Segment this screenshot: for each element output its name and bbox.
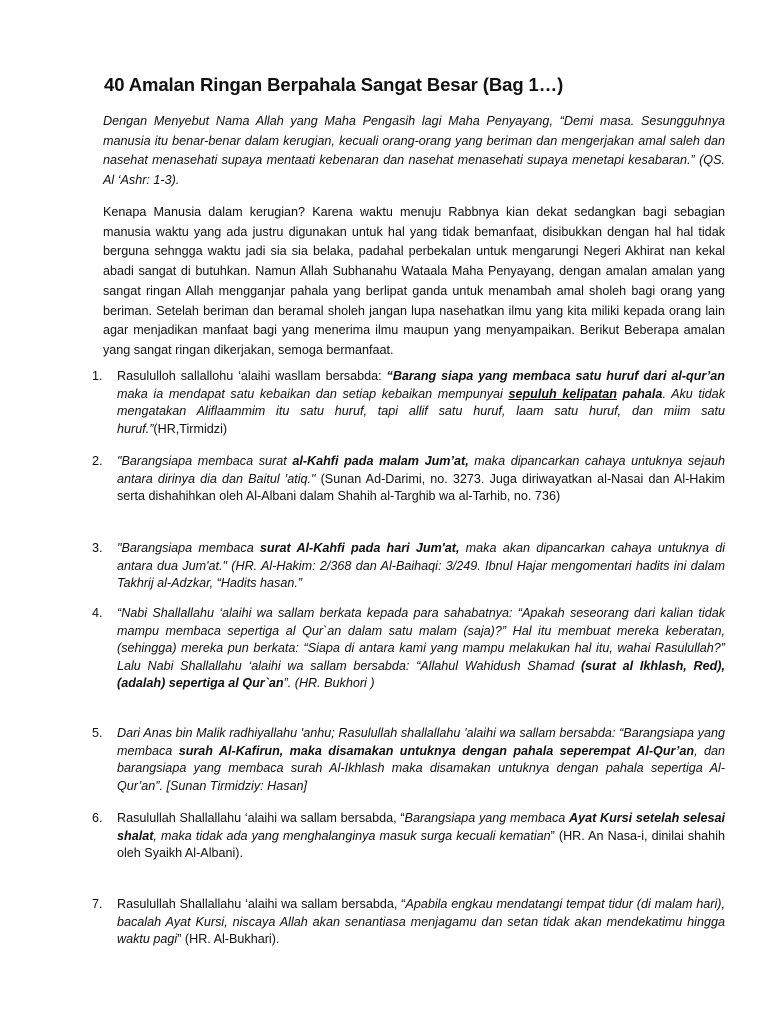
text-segment: Rasulullah Shallallahu ‘alaihi wa sallam bersabda, “ bbox=[117, 811, 405, 825]
list-item bbox=[92, 540, 725, 593]
text-segment-underlined: sepuluh kelipatan bbox=[508, 386, 617, 401]
list-item bbox=[92, 605, 725, 693]
text-segment: maka dipancarkan cahaya untuknya sejauh antara dirinya dia dan Baitul 'atiq." bbox=[117, 454, 725, 486]
text-segment-emphasis: surah Al-Kafirun, maka disamakan untuknya dengan pahala seperempat Al-Qur’an bbox=[178, 743, 695, 758]
list-item-text bbox=[117, 810, 725, 863]
text-segment: maka ia mendapat satu kebaikan dan setiap kebaikan mempunyai bbox=[117, 386, 509, 401]
list-item-number: 5. bbox=[92, 726, 103, 740]
intro-body-paragraph: Kenapa Manusia dalam kerugian? Karena waktu menuju Rabbnya kian dekat sedangkan bagi sebagian manusia waktu yang ada justru digunakan untuk hal yang tidak bemanfaat, disibukkan dengan hal hal tidak berguna sehngga waktu jadi sia sia belaka, padahal perbekalan untuk mengarungi Negeri Akhirat nan kekal abadi sangat di butuhkan. Namun Allah Subhanahu Wataala Maha Penyayang, dengan amalan amalan yang sangat ringan Allah mengganjar pahala yang berlipat ganda untuk menambah amal sholeh bagi orang yang beriman. Setelah beriman dan beramal sholeh jangan lupa nasehatkan ilmu yang kita miliki kepada orang lain agar menjadikan manfaat bagi yang menerima ilmu maupun yang menyampaikan. Berikut Beberapa amalan yang sangat ringan dikerjakan, semoga bermanfaat. bbox=[103, 205, 725, 357]
text-segment-source: . (HR. Bukhori ) bbox=[287, 676, 375, 691]
text-segment: "Barangsiapa membaca bbox=[117, 541, 260, 555]
list-item-number: 1. bbox=[92, 369, 103, 383]
list-item-number: 6. bbox=[92, 811, 103, 825]
text-segment: . Aku tidak mengatakan Aliflaammim itu satu huruf, tapi allif satu huruf, laam satu huruf, dan miim satu huruf.” bbox=[117, 386, 725, 436]
text-segment: Apabila engkau mendatangi tempat tidur (di malam hari), bacalah Ayat Kursi, niscaya Allah akan senantiasa menjagamu dan setan tidak akan mendekatimu hingga waktu pagi bbox=[117, 897, 725, 947]
text-segment-emphasis: pahala bbox=[616, 386, 663, 401]
text-segment: ” bbox=[283, 676, 288, 691]
list-item-number: 4. bbox=[92, 606, 103, 620]
intro-quote-paragraph: Dengan Menyebut Nama Allah yang Maha Pengasih lagi Maha Penyayang, “Demi masa. Sesungguhnya manusia itu benar-benar dalam kerugian, kecuali orang-orang yang beriman dan mengerjakan amal saleh dan nasehat menasehati supaya mentaati kebenaran dan nasehat menasehati supaya menetapi kesabaran.” (QS. Al ‘Ashr: 1-3). bbox=[103, 114, 725, 188]
list-item-text bbox=[117, 540, 725, 593]
list-item bbox=[92, 896, 725, 949]
text-segment: "Barangsiapa membaca surat bbox=[117, 454, 293, 468]
text-segment: , maka tidak ada yang menghalanginya masuk surga kecuali kematian bbox=[153, 828, 551, 843]
list-item bbox=[92, 453, 725, 506]
list-item bbox=[92, 368, 725, 438]
text-segment-source: (Sunan Ad-Darimi, no. 3273. Juga diriwayatkan al-Nasai dan Al-Hakim serta dishahihkan oleh Al-Albani dalam Shahih al-Targhib wa al-Tarhib, no. 736) bbox=[117, 471, 725, 504]
list-item-text bbox=[117, 605, 725, 693]
list-item-number: 2. bbox=[92, 454, 103, 468]
page-title: 40 Amalan Ringan Berpahala Sangat Besar (Bag 1…) bbox=[104, 74, 564, 95]
list-item-text bbox=[117, 368, 725, 438]
text-segment: Rasululloh sallallohu ‘alaihi wasllam bersabda: bbox=[117, 369, 387, 383]
text-segment-emphasis: al-Kahfi pada malam Jum’at, bbox=[292, 454, 469, 468]
text-segment-emphasis: Ayat Kursi setelah selesai shalat bbox=[117, 811, 725, 843]
text-segment-emphasis: Barang siapa yang membaca satu huruf dari al-qur’an bbox=[392, 369, 725, 383]
list-item bbox=[92, 725, 725, 795]
list-item-text bbox=[117, 896, 725, 949]
text-segment-source: ” (HR. Al-Bukhari). bbox=[177, 932, 280, 947]
text-segment: Dari Anas bin Malik radhiyallahu 'anhu; Rasulullah shallallahu 'alaihi wa sallam bersabda: “Barangsiapa yang membaca bbox=[117, 726, 725, 758]
text-segment: Rasulullah Shallallahu ‘alaihi wa sallam bersabda, “ bbox=[117, 897, 406, 911]
list-item-text bbox=[117, 453, 725, 506]
list-item-number: 7. bbox=[92, 897, 103, 911]
text-segment: , dan barangsiapa yang membaca surah Al-Ikhlash maka disamakan untuknya dengan pahala sepertiga Al-Qur’an”. [Sunan Tirmidziy: Hasan] bbox=[117, 743, 725, 793]
text-segment-emphasis: (surat al Ikhlash, Red), (adalah) sepertiga al Qur`an bbox=[117, 658, 725, 691]
text-segment: “ bbox=[386, 369, 393, 383]
text-segment: “Nabi Shallallahu ‘alaihi wa sallam berkata kepada para sahabatnya: “Apakah seseorang dari kalian tidak mampu membaca sepertiga al Qur`an dalam satu malam (saja)?” Hal itu membuat mereka keberatan, (sehingga) mereka pun berkata: “Siapa di antara kami yang mampu melakukan hal itu, wahai Rasulullah?” Lalu Nabi Shallallahu ‘alaihi wa sallam bersabda: “Allahul Wahidush Shamad bbox=[117, 606, 725, 673]
text-segment-source: (HR,Tirmidzi) bbox=[153, 421, 228, 436]
text-segment-source: ” (HR. An Nasa-i, dinilai shahih oleh Syaikh Al-Albani). bbox=[117, 828, 725, 861]
text-segment-emphasis: surat Al-Kahfi pada hari Jum'at, bbox=[259, 541, 460, 555]
text-segment: maka akan dipancarkan cahaya untuknya di antara dua Jum'at." (HR. Al-Hakim: 2/368 dan Al-Baihaqi: 3/249. Ibnul Hajar mengomentari hadits ini dalam Takhrij al-Adzkar, “Hadits hasan.” bbox=[117, 541, 725, 591]
list-item bbox=[92, 810, 725, 863]
list-item-number: 3. bbox=[92, 541, 103, 555]
list-item-text bbox=[117, 725, 725, 795]
text-segment: Barangsiapa yang membaca bbox=[404, 811, 569, 825]
